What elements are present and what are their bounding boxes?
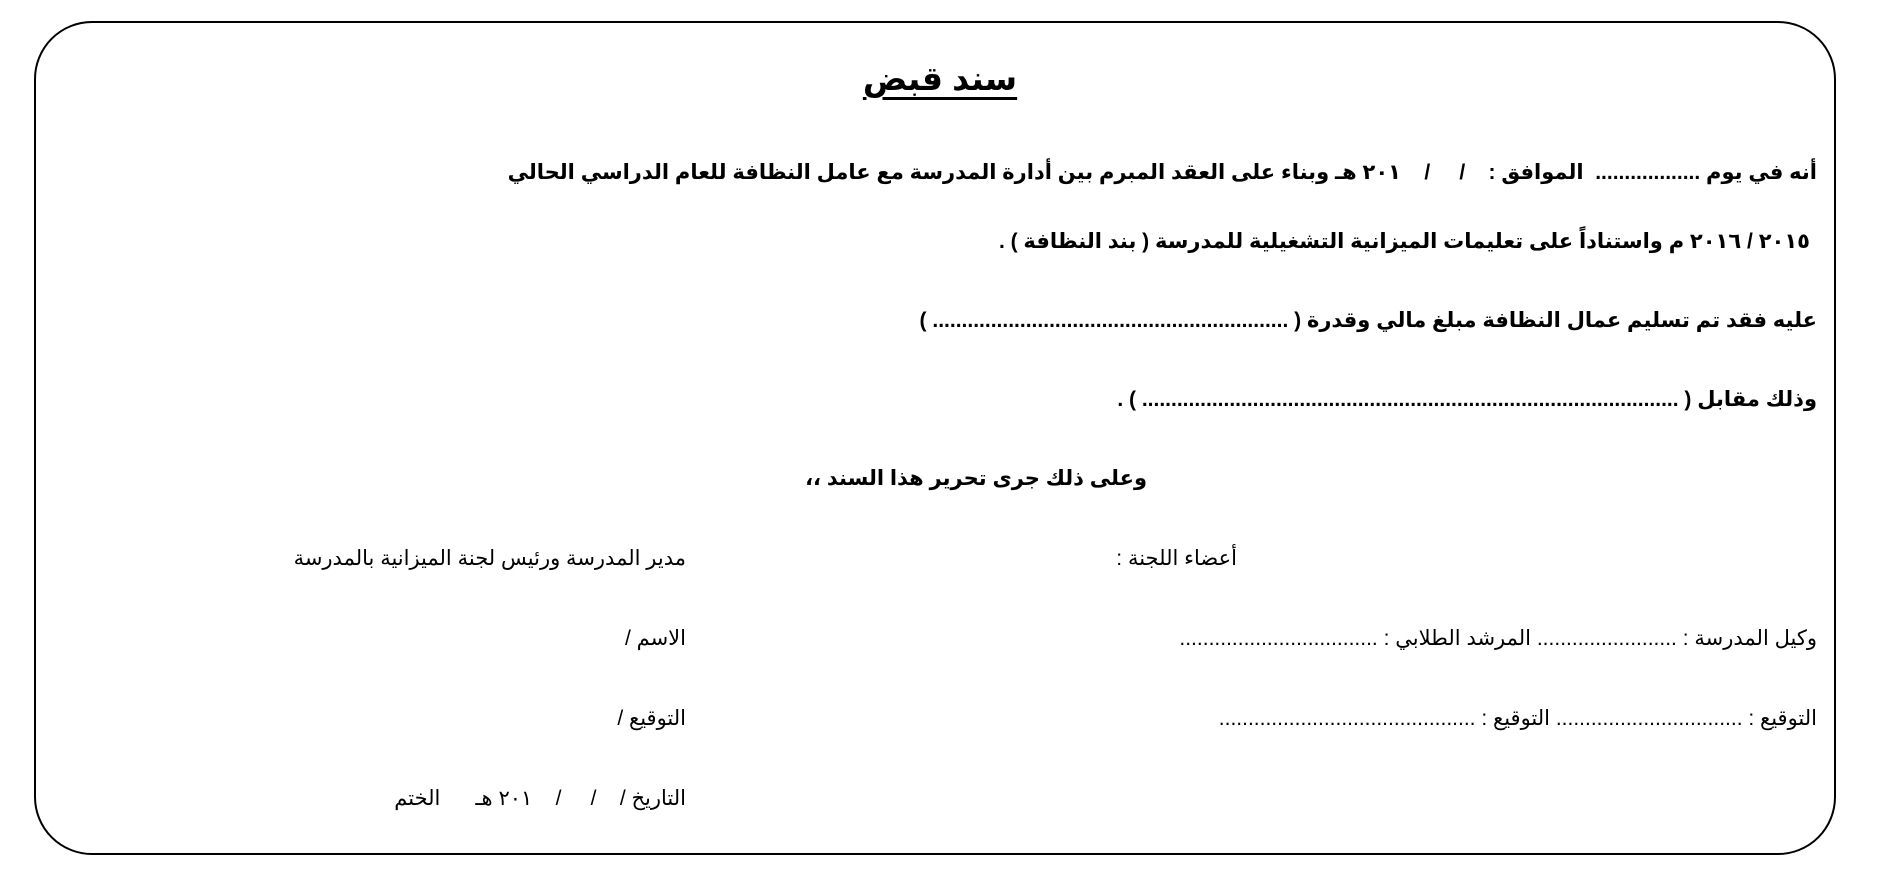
document-title: سند قبض	[862, 60, 1018, 97]
date-and-stamp-line: التاريخ / / / ٢٠١ هـ الختم	[394, 787, 686, 810]
paragraph-line-2: ٢٠١٥ / ٢٠١٦ م واستناداً على تعليمات الميزانية التشغيلية للمدرسة ( بند النظافة ) .	[998, 230, 1810, 253]
paragraph-line-1: أنه في يوم .................. الموافق : / / ٢٠١ هـ وبناء على العقد المبرم بين أدارة المدرسة مع عامل النظافة للعام الدراسي الحالي	[507, 161, 1817, 184]
committee-row-signatures: التوقيع : ................................ التوقيع : ............................................	[1218, 707, 1817, 730]
paragraph-line-3: عليه فقد تم تسليم عمال النظافة مبلغ مالي وقدرة ( ............................................................. )	[919, 309, 1817, 332]
director-heading: مدير المدرسة ورئيس لجنة الميزانية بالمدرسة	[293, 547, 686, 570]
director-signature-label: التوقيع /	[617, 707, 686, 730]
committee-heading: أعضاء اللجنة :	[1116, 547, 1237, 570]
closing-statement: وعلى ذلك جرى تحرير هذا السند ،،	[805, 467, 1147, 490]
director-name-label: الاسم /	[624, 627, 686, 650]
paragraph-line-4: وذلك مقابل ( ............................................................................................ ) .	[1117, 388, 1817, 411]
committee-row-names: وكيل المدرسة : ........................ المرشد الطلابي : ..................................	[1179, 627, 1817, 650]
